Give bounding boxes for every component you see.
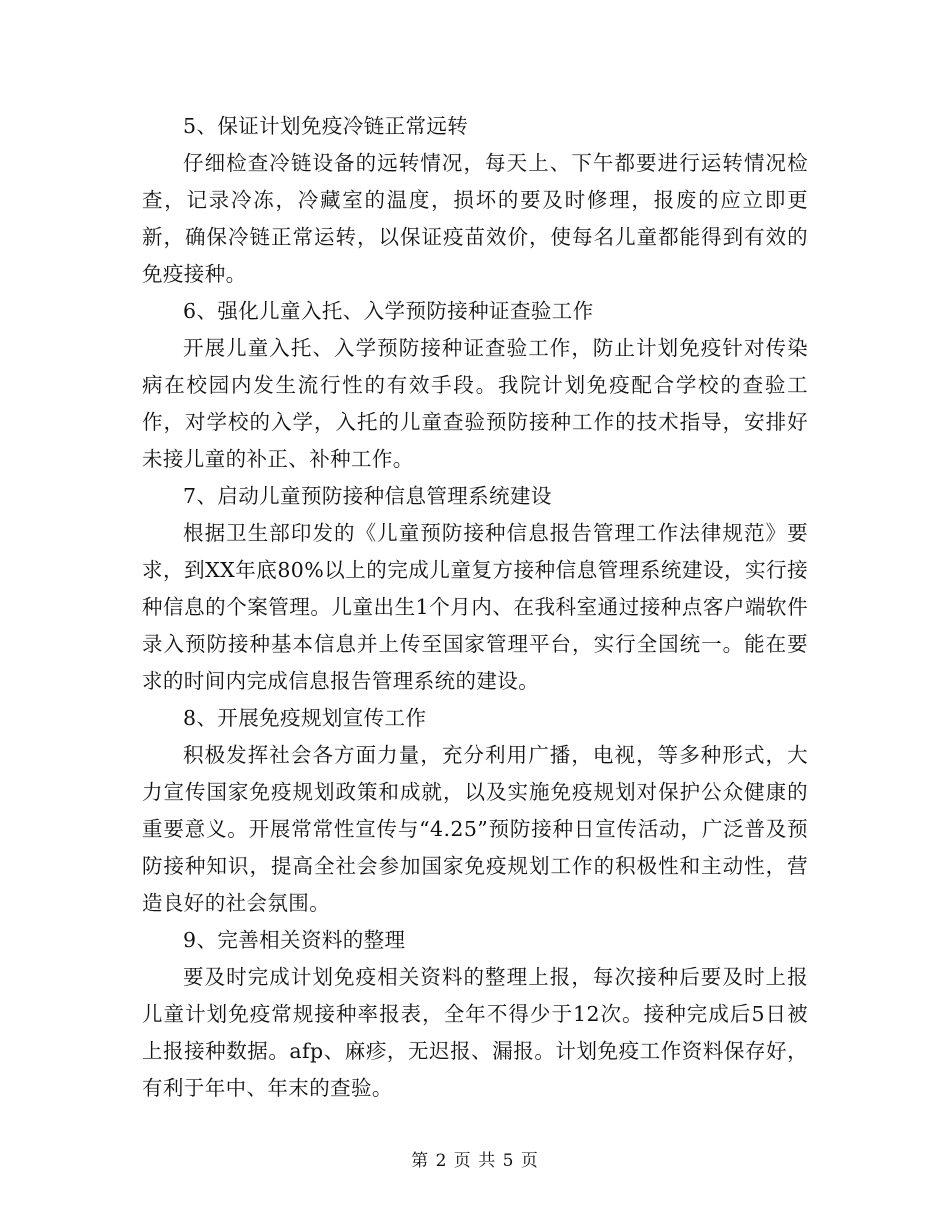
section-heading-8: 8、开展免疫规划宣传工作: [183, 706, 427, 730]
section-body-9: 要及时完成计划免疫相关资料的整理上报，每次接种后要及时上报儿童计划免疫常规接种率报表，全年不得少于12次。接种完成后5日被上报接种数据。afp、麻疹，无迟报、漏报。计划免疫工作资料保存好，有利于年中、年末的查验。: [142, 965, 808, 1100]
page-number-footer: 第 2 页 共 5 页: [411, 1151, 539, 1171]
section-heading-9: 9、完善相关资料的整理: [183, 928, 406, 952]
section-body-5: 仔细检查冷链设备的远转情况，每天上、下午都要进行运转情况检查，记录冷冻，冷藏室的温度，损坏的要及时修理，报废的应立即更新，确保冷链正常运转，以保证疫苗效价，使每名儿童都能得到有效的免疫接种。: [142, 151, 808, 286]
section-body-8: 积极发挥社会各方面力量，充分利用广播，电视，等多种形式，大力宣传国家免疫规划政策和成就，以及实施免疫规划对保护公众健康的重要意义。开展常常性宣传与“4.25”预防接种日宣传活动，广泛普及预防接种知识，提高全社会参加国家免疫规划工作的积极性和主动性，营造良好的社会氛围。: [142, 743, 808, 915]
section-body-7: 根据卫生部印发的《儿童预防接种信息报告管理工作法律规范》要求，到XX年底80%以上的完成儿童复方接种信息管理系统建设，实行接种信息的个案管理。儿童出生1个月内、在我科室通过接种点客户端软件录入预防接种基本信息并上传至国家管理平台，实行全国统一。能在要求的时间内完成信息报告管理系统的建设。: [142, 521, 808, 693]
section-body-6: 开展儿童入托、入学预防接种证查验工作，防止计划免疫针对传染病在校园内发生流行性的有效手段。我院计划免疫配合学校的查验工作，对学校的入学，入托的儿童查验预防接种工作的技术指导，安排好未接儿童的补正、补种工作。: [142, 336, 808, 471]
section-heading-7: 7、启动儿童预防接种信息管理系统建设: [183, 484, 552, 508]
section-heading-6: 6、强化儿童入托、入学预防接种证查验工作: [183, 299, 594, 323]
section-heading-5: 5、保证计划免疫冷链正常远转: [183, 114, 469, 138]
document-body: [142, 108, 808, 1107]
